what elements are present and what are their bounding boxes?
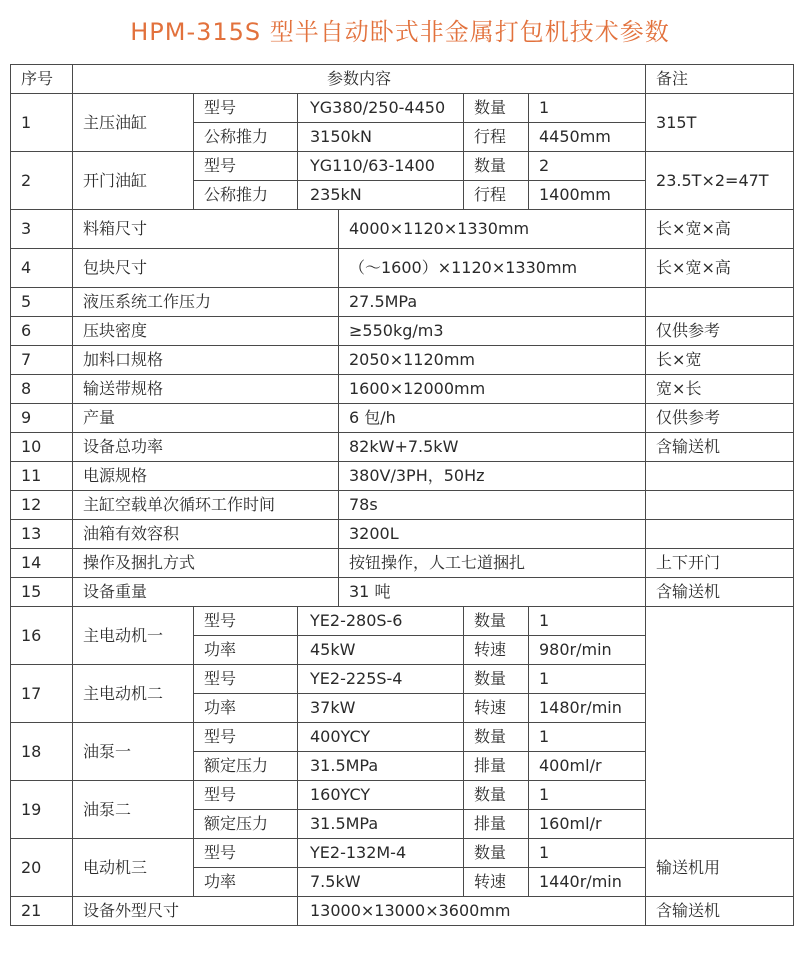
sub-value: 1 (529, 781, 646, 810)
row-value: 13000×13000×3600mm (298, 897, 646, 926)
row-note: 仅供参考 (646, 317, 794, 346)
sub-value: 1480r/min (529, 694, 646, 723)
sub-value: 1 (529, 723, 646, 752)
sub-value: YE2-280S-6 (298, 607, 464, 636)
row-note: 含输送机 (646, 433, 794, 462)
row-note: 输送机用 (646, 839, 794, 897)
row-no: 1 (11, 94, 73, 152)
sub-value: YG110/63-1400 (298, 152, 464, 181)
sub-label: 转速 (464, 636, 529, 665)
row-value: （～1600）×1120×1330mm (339, 249, 646, 288)
row-name: 主缸空载单次循环工作时间 (73, 491, 339, 520)
row-name: 主电动机一 (73, 607, 194, 665)
row-value: 2050×1120mm (339, 346, 646, 375)
sub-label: 功率 (194, 636, 298, 665)
row-no: 15 (11, 578, 73, 607)
sub-label: 型号 (194, 781, 298, 810)
row-name: 主压油缸 (73, 94, 194, 152)
row-name: 电动机三 (73, 839, 194, 897)
header-seq: 序号 (11, 65, 73, 94)
row-no: 21 (11, 897, 73, 926)
row-note: 仅供参考 (646, 404, 794, 433)
sub-label: 转速 (464, 868, 529, 897)
sub-value: 2 (529, 152, 646, 181)
row-value: 31 吨 (339, 578, 646, 607)
sub-value: 1440r/min (529, 868, 646, 897)
table-row (11, 607, 794, 636)
row-name: 液压系统工作压力 (73, 288, 339, 317)
row-note: 上下开门 (646, 549, 794, 578)
table-row (11, 375, 794, 404)
sub-value: 3150kN (298, 123, 464, 152)
row-value: 6 包/h (339, 404, 646, 433)
sub-value: 160YCY (298, 781, 464, 810)
row-value: 82kW+7.5kW (339, 433, 646, 462)
row-value: 78s (339, 491, 646, 520)
sub-value: 1 (529, 94, 646, 123)
row-name: 主电动机二 (73, 665, 194, 723)
row-value: 4000×1120×1330mm (339, 210, 646, 249)
header-param: 参数内容 (73, 65, 646, 94)
row-no: 2 (11, 152, 73, 210)
row-note: 23.5T×2=47T (646, 152, 794, 210)
row-no: 13 (11, 520, 73, 549)
row-no: 18 (11, 723, 73, 781)
row-note: 含输送机 (646, 897, 794, 926)
table-row (11, 839, 794, 868)
sub-label: 数量 (464, 781, 529, 810)
row-value: 3200L (339, 520, 646, 549)
row-note: 315T (646, 94, 794, 152)
row-note (646, 491, 794, 520)
sub-label: 型号 (194, 94, 298, 123)
row-note: 长×宽×高 (646, 249, 794, 288)
row-name: 设备总功率 (73, 433, 339, 462)
sub-value: 45kW (298, 636, 464, 665)
sub-value: 1 (529, 665, 646, 694)
row-no: 3 (11, 210, 73, 249)
row-note (646, 520, 794, 549)
sub-value: 160ml/r (529, 810, 646, 839)
sub-label: 数量 (464, 607, 529, 636)
row-value: 按钮操作，人工七道捆扎 (339, 549, 646, 578)
table-row (11, 94, 794, 123)
sub-label: 数量 (464, 152, 529, 181)
sub-label: 转速 (464, 694, 529, 723)
row-name: 开门油缸 (73, 152, 194, 210)
sub-label: 排量 (464, 752, 529, 781)
row-name: 料箱尺寸 (73, 210, 339, 249)
table-row (11, 210, 794, 249)
row-note (646, 462, 794, 491)
row-value: ≥550kg/m3 (339, 317, 646, 346)
sub-value: 235kN (298, 181, 464, 210)
row-note (646, 288, 794, 317)
sub-label: 型号 (194, 607, 298, 636)
sub-value: 1 (529, 607, 646, 636)
row-no: 5 (11, 288, 73, 317)
row-note: 长×宽×高 (646, 210, 794, 249)
row-name: 产量 (73, 404, 339, 433)
sub-label: 数量 (464, 94, 529, 123)
row-value: 380V/3PH，50Hz (339, 462, 646, 491)
table-row (11, 462, 794, 491)
row-no: 19 (11, 781, 73, 839)
sub-value: 4450mm (529, 123, 646, 152)
sub-label: 数量 (464, 723, 529, 752)
sub-label: 公称推力 (194, 123, 298, 152)
sub-value: 400YCY (298, 723, 464, 752)
row-name: 电源规格 (73, 462, 339, 491)
sub-value: 31.5MPa (298, 752, 464, 781)
sub-label: 数量 (464, 665, 529, 694)
row-name: 设备外型尺寸 (73, 897, 298, 926)
sub-label: 数量 (464, 839, 529, 868)
spec-table (10, 64, 794, 926)
sub-value: YE2-225S-4 (298, 665, 464, 694)
row-no: 20 (11, 839, 73, 897)
sub-value: 400ml/r (529, 752, 646, 781)
table-row (11, 578, 794, 607)
row-no: 8 (11, 375, 73, 404)
sub-value: YE2-132M-4 (298, 839, 464, 868)
table-row (11, 549, 794, 578)
sub-label: 型号 (194, 665, 298, 694)
table-row (11, 433, 794, 462)
sub-value: 1400mm (529, 181, 646, 210)
sub-value: 31.5MPa (298, 810, 464, 839)
row-no: 6 (11, 317, 73, 346)
row-name: 油箱有效容积 (73, 520, 339, 549)
sub-label: 行程 (464, 181, 529, 210)
sub-label: 型号 (194, 839, 298, 868)
table-row (11, 317, 794, 346)
row-name: 包块尺寸 (73, 249, 339, 288)
table-row (11, 152, 794, 181)
sub-label: 额定压力 (194, 752, 298, 781)
row-no: 4 (11, 249, 73, 288)
row-name: 设备重量 (73, 578, 339, 607)
row-value: 1600×12000mm (339, 375, 646, 404)
sub-label: 行程 (464, 123, 529, 152)
sub-label: 额定压力 (194, 810, 298, 839)
table-row (11, 491, 794, 520)
row-no: 9 (11, 404, 73, 433)
table-row (11, 897, 794, 926)
row-no: 14 (11, 549, 73, 578)
row-no: 16 (11, 607, 73, 665)
row-no: 11 (11, 462, 73, 491)
sub-label: 型号 (194, 152, 298, 181)
row-name: 加料口规格 (73, 346, 339, 375)
header-row (11, 65, 794, 94)
row-no: 10 (11, 433, 73, 462)
row-name: 油泵二 (73, 781, 194, 839)
row-no: 17 (11, 665, 73, 723)
row-no: 12 (11, 491, 73, 520)
header-note: 备注 (646, 65, 794, 94)
sub-value: YG380/250-4450 (298, 94, 464, 123)
sub-value: 980r/min (529, 636, 646, 665)
row-name: 输送带规格 (73, 375, 339, 404)
sub-value: 1 (529, 839, 646, 868)
sub-label: 功率 (194, 868, 298, 897)
row-note: 长×宽 (646, 346, 794, 375)
table-row (11, 404, 794, 433)
sub-value: 37kW (298, 694, 464, 723)
row-note (646, 607, 794, 839)
row-note: 含输送机 (646, 578, 794, 607)
page-title: HPM-315S 型半自动卧式非金属打包机技术参数 (130, 18, 670, 46)
table-row (11, 288, 794, 317)
row-name: 压块密度 (73, 317, 339, 346)
row-name: 操作及捆扎方式 (73, 549, 339, 578)
row-name: 油泵一 (73, 723, 194, 781)
table-row (11, 520, 794, 549)
sub-label: 功率 (194, 694, 298, 723)
sub-label: 型号 (194, 723, 298, 752)
row-no: 7 (11, 346, 73, 375)
sub-label: 公称推力 (194, 181, 298, 210)
row-note: 宽×长 (646, 375, 794, 404)
sub-value: 7.5kW (298, 868, 464, 897)
row-value: 27.5MPa (339, 288, 646, 317)
sub-label: 排量 (464, 810, 529, 839)
table-row (11, 346, 794, 375)
table-row (11, 249, 794, 288)
